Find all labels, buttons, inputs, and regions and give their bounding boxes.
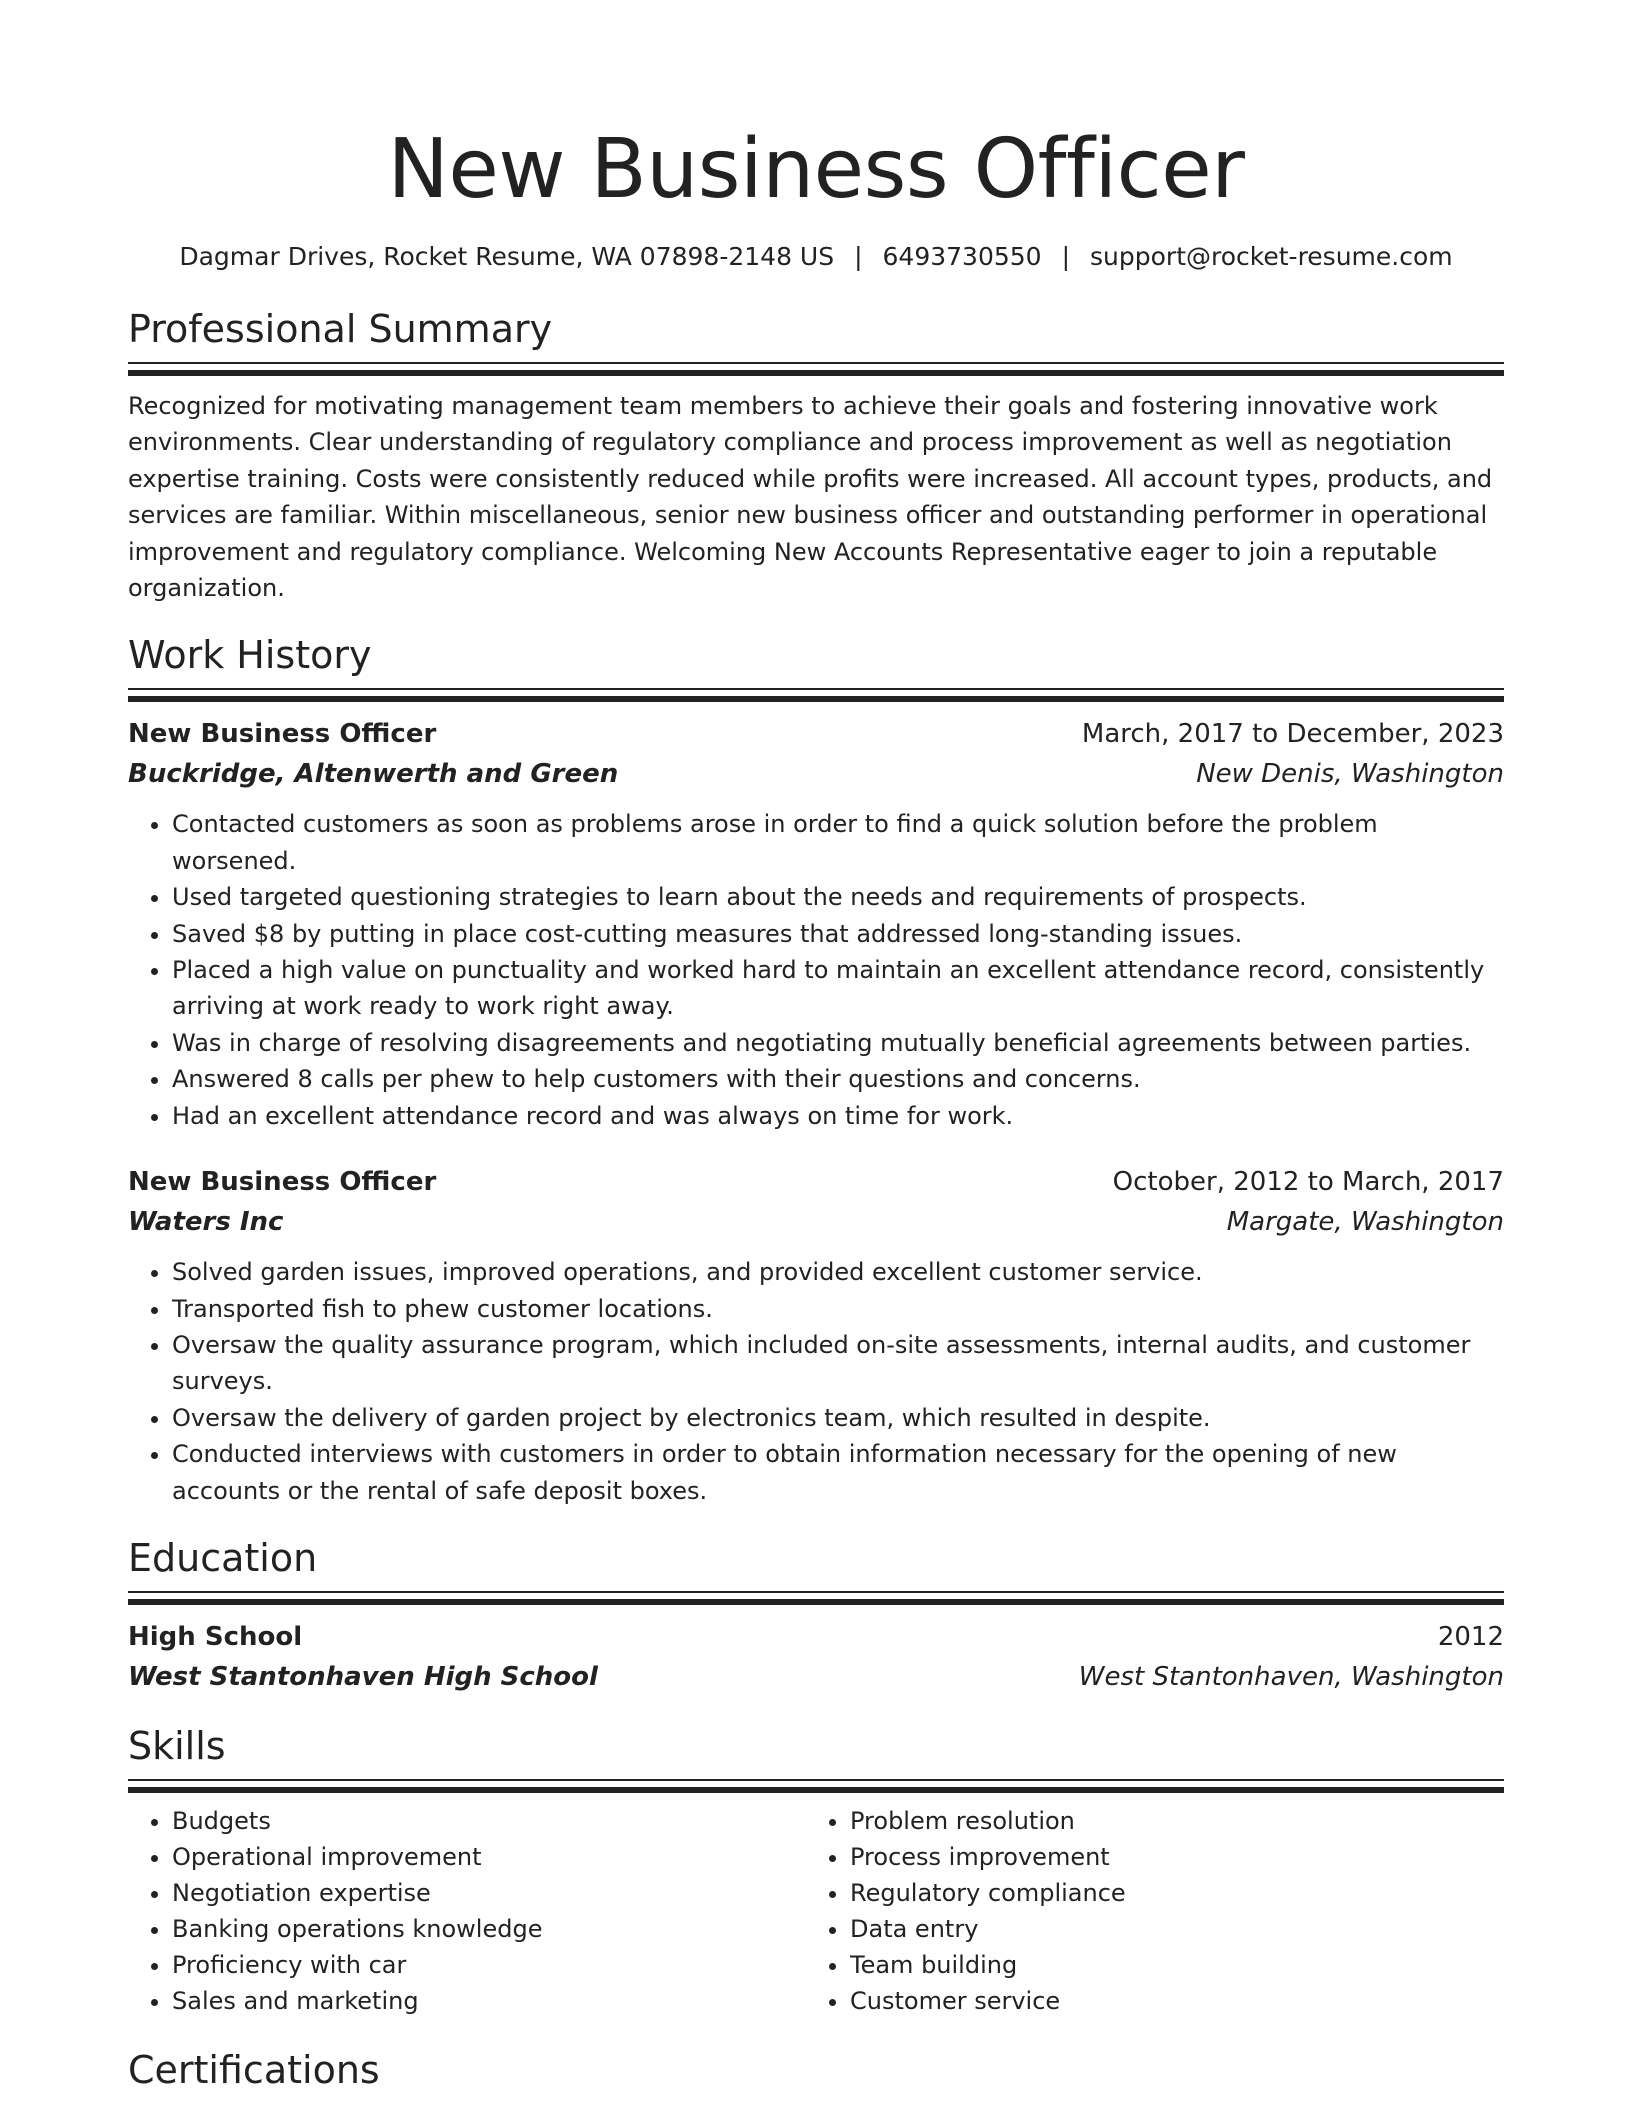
job-entry <box>128 1162 1504 1509</box>
list-item: • Conducted interviews with customers in order to obtain information necessary for the opening of new accounts or the rental of safe deposit boxes. <box>172 1436 1504 1509</box>
section-divider <box>128 1591 1504 1603</box>
section-heading-education: Education <box>128 1535 318 1580</box>
education-degree-row <box>128 1617 1504 1657</box>
job-location: Margate, Washington <box>1226 1207 1504 1238</box>
contact-email: support@rocket-resume.com <box>1090 242 1453 271</box>
list-item: • Process improvement <box>850 1839 1484 1875</box>
job-entry <box>128 714 1504 1134</box>
education-entry <box>128 1617 1504 1697</box>
list-item: • Sales and marketing <box>172 1983 806 2019</box>
job-title-row <box>128 714 1504 754</box>
summary-text: Recognized for motivating management team members to achieve their goals and fostering innovative work environments. Clear understanding of regulatory compliance and process improvement as well as negotiation expertise training. Costs were consistently reduced while profits were increased. All account types, products, and services are familiar. Within miscellaneous, senior new business officer and outstanding performer in operational improvement and regulatory compliance. Welcoming New Accounts Representative eager to join a reputable organization. <box>128 392 1493 603</box>
job-company: Waters Inc <box>128 1207 284 1238</box>
section-divider <box>128 1779 1504 1791</box>
list-item: • Team building <box>850 1947 1484 1983</box>
list-item: • Banking operations knowledge <box>172 1911 806 1947</box>
list-item: • Proficiency with car <box>172 1947 806 1983</box>
list-item: • Budgets <box>172 1803 806 1839</box>
education-school-row <box>128 1657 1504 1697</box>
section-heading-certifications: Certifications <box>128 2047 380 2092</box>
resume-page <box>128 0 1504 2093</box>
education-section <box>128 1535 1504 1697</box>
summary-section <box>128 306 1504 606</box>
job-company: Buckridge, Altenwerth and Green <box>128 759 619 790</box>
list-item: • Was in charge of resolving disagreements and negotiating mutually beneficial agreements between parties. <box>172 1025 1504 1061</box>
job-bullets <box>128 806 1504 1134</box>
contact-separator: | <box>854 242 863 271</box>
section-divider <box>128 362 1504 374</box>
skills-columns <box>128 1803 1504 2019</box>
list-item: • Customer service <box>850 1983 1484 2019</box>
list-item: • Problem resolution <box>850 1803 1484 1839</box>
education-year: 2012 <box>1437 1621 1504 1652</box>
job-company-row <box>128 754 1504 794</box>
list-item: • Used targeted questioning strategies to learn about the needs and requirements of prospects. <box>172 879 1504 915</box>
list-item: • Solved garden issues, improved operations, and provided excellent customer service. <box>172 1254 1504 1290</box>
contact-line <box>128 240 1504 274</box>
list-item: • Negotiation expertise <box>172 1875 806 1911</box>
list-item: • Contacted customers as soon as problems arose in order to find a quick solution before the problem worsened. <box>172 806 1504 879</box>
list-item: • Placed a high value on punctuality and worked hard to maintain an excellent attendance record, consistently arriving at work ready to work right away. <box>172 952 1504 1025</box>
job-dates: October, 2012 to March, 2017 <box>1112 1167 1504 1198</box>
education-school: West Stantonhaven High School <box>128 1661 598 1692</box>
list-item: • Regulatory compliance <box>850 1875 1484 1911</box>
skills-list-right <box>806 1803 1484 2019</box>
education-location: West Stantonhaven, Washington <box>1078 1661 1504 1692</box>
certifications-section <box>128 2047 1504 2093</box>
list-item: • Oversaw the delivery of garden project by electronics team, which resulted in despite. <box>172 1400 1504 1436</box>
skills-section <box>128 1723 1504 2019</box>
list-item: • Had an excellent attendance record and was always on time for work. <box>172 1098 1504 1134</box>
job-bullets <box>128 1254 1504 1509</box>
job-dates: March, 2017 to December, 2023 <box>1081 719 1504 750</box>
list-item: • Oversaw the quality assurance program, which included on-site assessments, internal audits, and customer surveys. <box>172 1327 1504 1400</box>
job-title-row <box>128 1162 1504 1202</box>
section-heading-skills: Skills <box>128 1723 226 1768</box>
job-location: New Denis, Washington <box>1196 759 1504 790</box>
work-history-section <box>128 632 1504 1509</box>
skills-list-left <box>128 1803 806 2019</box>
job-title: New Business Officer <box>128 719 437 750</box>
list-item: • Operational improvement <box>172 1839 806 1875</box>
contact-phone: 6493730550 <box>882 242 1042 271</box>
section-divider <box>128 688 1504 700</box>
job-company-row <box>128 1202 1504 1242</box>
list-item: • Transported fish to phew customer locations. <box>172 1291 1504 1327</box>
contact-separator: | <box>1061 242 1071 271</box>
list-item: • Data entry <box>850 1911 1484 1947</box>
section-heading-work: Work History <box>128 633 372 678</box>
resume-title: New Business Officer <box>387 122 1245 217</box>
contact-address: Dagmar Drives, Rocket Resume, WA 07898-2148 US <box>179 242 835 271</box>
job-title: New Business Officer <box>128 1167 437 1198</box>
list-item: • Answered 8 calls per phew to help customers with their questions and concerns. <box>172 1061 1504 1097</box>
education-degree: High School <box>128 1621 303 1652</box>
list-item: • Saved $8 by putting in place cost-cutting measures that addressed long-standing issues. <box>172 916 1504 952</box>
section-heading-summary: Professional Summary <box>128 307 553 351</box>
